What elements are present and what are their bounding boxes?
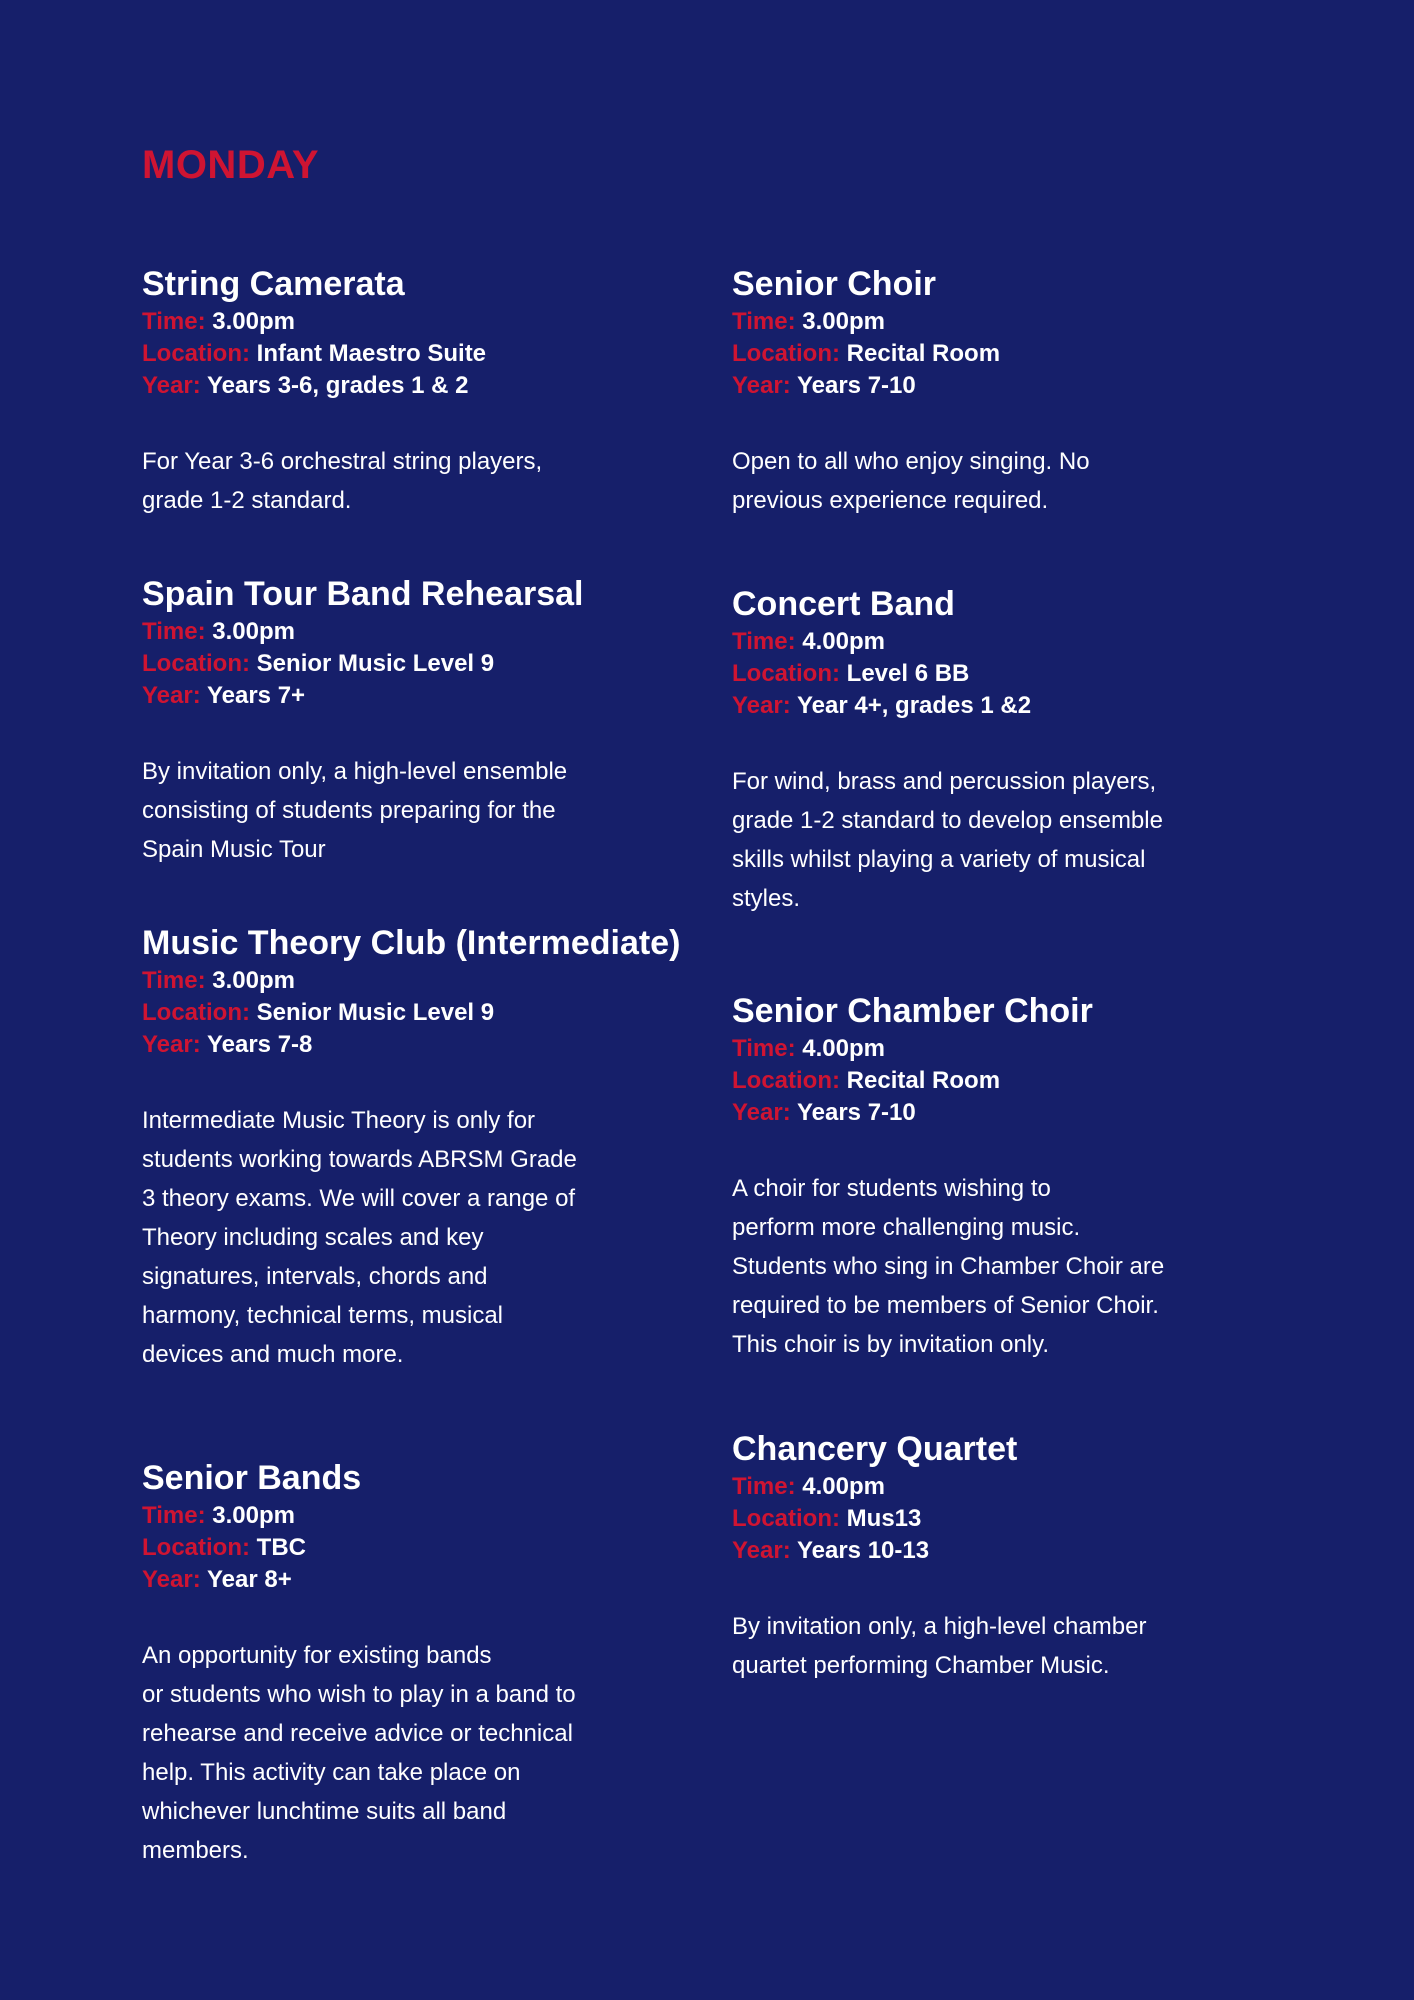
year-value: Years 7+ — [206, 682, 306, 709]
time-label: Time: — [732, 308, 796, 335]
year-label: Year: — [142, 372, 201, 399]
location-label: Location: — [732, 340, 840, 367]
time-value: 3.00pm — [212, 1502, 295, 1529]
year-line — [142, 680, 702, 712]
time-value: 4.00pm — [802, 1035, 885, 1062]
activity-description — [142, 1101, 702, 1374]
location-line — [142, 997, 702, 1029]
year-line — [732, 1097, 1252, 1129]
time-line — [142, 1500, 702, 1532]
year-line — [732, 690, 1252, 722]
activity-title: Senior Choir — [732, 265, 937, 303]
time-line — [732, 1033, 1252, 1065]
location-label: Location: — [142, 340, 250, 367]
year-line — [142, 1564, 702, 1596]
location-value: Recital Room — [846, 1067, 1001, 1094]
time-value: 4.00pm — [802, 628, 885, 655]
description-line: Open to all who enjoy singing. No — [732, 448, 1090, 475]
year-label: Year: — [732, 1537, 791, 1564]
year-value: Years 7-10 — [796, 1099, 916, 1126]
description-line: rehearse and receive advice or technical — [142, 1720, 573, 1747]
year-value: Years 3-6, grades 1 & 2 — [206, 372, 469, 399]
location-line — [142, 338, 702, 370]
description-line: consisting of students preparing for the — [142, 797, 556, 824]
location-line — [732, 1503, 1252, 1535]
activity-senior-bands — [142, 1456, 702, 1870]
description-line: By invitation only, a high-level ensemble — [142, 758, 568, 785]
time-value: 4.00pm — [802, 1473, 885, 1500]
description-line: devices and much more. — [142, 1341, 404, 1368]
location-line — [732, 658, 1252, 690]
description-line: grade 1-2 standard. — [142, 487, 352, 514]
page-title: MONDAY — [142, 143, 320, 187]
activity-title: Senior Bands — [142, 1459, 362, 1497]
year-label: Year: — [142, 1031, 201, 1058]
year-value: Year 8+ — [206, 1566, 292, 1593]
location-line — [142, 1532, 702, 1564]
location-label: Location: — [732, 1067, 840, 1094]
year-line — [142, 1029, 702, 1061]
activity-spain-tour-band-rehearsal — [142, 572, 702, 869]
activity-description — [142, 752, 702, 869]
description-line: For Year 3-6 orchestral string players, — [142, 448, 543, 475]
activity-title: Concert Band — [732, 585, 955, 623]
location-value: Level 6 BB — [846, 660, 970, 687]
activity-description — [732, 1169, 1252, 1364]
description-line: A choir for students wishing to — [732, 1175, 1051, 1202]
location-value: Recital Room — [846, 340, 1001, 367]
time-value: 3.00pm — [802, 308, 885, 335]
description-line: Theory including scales and key — [142, 1224, 484, 1251]
description-line: Intermediate Music Theory is only for — [142, 1107, 536, 1134]
time-label: Time: — [142, 618, 206, 645]
activity-title: Music Theory Club (Intermediate) — [142, 924, 681, 962]
description-line: Spain Music Tour — [142, 836, 326, 863]
description-line: This choir is by invitation only. — [732, 1331, 1050, 1358]
activity-description — [732, 442, 1252, 520]
time-label: Time: — [142, 308, 206, 335]
location-label: Location: — [142, 1534, 250, 1561]
activity-title: Chancery Quartet — [732, 1430, 1018, 1468]
time-line — [732, 306, 1252, 338]
location-line — [142, 648, 702, 680]
location-label: Location: — [142, 650, 250, 677]
year-label: Year: — [732, 1099, 791, 1126]
description-line: harmony, technical terms, musical — [142, 1302, 504, 1329]
time-line — [142, 965, 702, 997]
time-line — [142, 616, 702, 648]
activity-title: Spain Tour Band Rehearsal — [142, 575, 584, 613]
description-line: Students who sing in Chamber Choir are — [732, 1253, 1165, 1280]
activity-description — [732, 1607, 1252, 1685]
activity-senior-chamber-choir — [732, 989, 1252, 1364]
description-line: or students who wish to play in a band to — [142, 1681, 576, 1708]
description-line: quartet performing Chamber Music. — [732, 1652, 1110, 1679]
time-label: Time: — [732, 1035, 796, 1062]
year-label: Year: — [732, 372, 791, 399]
description-line: help. This activity can take place on — [142, 1759, 521, 1786]
description-line: 3 theory exams. We will cover a range of — [142, 1185, 576, 1212]
activity-description — [732, 762, 1252, 918]
year-line — [732, 1535, 1252, 1567]
year-value: Years 7-10 — [796, 372, 916, 399]
activity-string-camerata — [142, 262, 702, 520]
activity-description — [142, 1636, 702, 1870]
description-line: previous experience required. — [732, 487, 1049, 514]
activity-senior-choir — [732, 262, 1252, 520]
time-value: 3.00pm — [212, 967, 295, 994]
location-value: Senior Music Level 9 — [256, 650, 495, 677]
time-label: Time: — [732, 628, 796, 655]
description-line: An opportunity for existing bands — [142, 1642, 492, 1669]
location-value: Senior Music Level 9 — [256, 999, 495, 1026]
location-line — [732, 1065, 1252, 1097]
location-label: Location: — [732, 660, 840, 687]
location-label: Location: — [732, 1505, 840, 1532]
year-label: Year: — [732, 692, 791, 719]
time-line — [142, 306, 702, 338]
activity-title: Senior Chamber Choir — [732, 992, 1093, 1030]
location-line — [732, 338, 1252, 370]
description-line: styles. — [732, 885, 801, 912]
location-value: Mus13 — [846, 1505, 922, 1532]
year-line — [142, 370, 702, 402]
activity-music-theory-club-intermediate — [142, 921, 702, 1374]
description-line: signatures, intervals, chords and — [142, 1263, 488, 1290]
year-value: Years 10-13 — [796, 1537, 930, 1564]
description-line: perform more challenging music. — [732, 1214, 1081, 1241]
year-label: Year: — [142, 682, 201, 709]
time-value: 3.00pm — [212, 308, 295, 335]
year-value: Year 4+, grades 1 &2 — [796, 692, 1032, 719]
description-line: For wind, brass and percussion players, — [732, 768, 1157, 795]
time-label: Time: — [142, 967, 206, 994]
time-label: Time: — [142, 1502, 206, 1529]
year-label: Year: — [142, 1566, 201, 1593]
activity-concert-band — [732, 582, 1252, 918]
description-line: By invitation only, a high-level chamber — [732, 1613, 1147, 1640]
time-label: Time: — [732, 1473, 796, 1500]
location-value: TBC — [256, 1534, 306, 1561]
description-line: required to be members of Senior Choir. — [732, 1292, 1159, 1319]
description-line: students working towards ABRSM Grade — [142, 1146, 577, 1173]
time-line — [732, 1471, 1252, 1503]
location-label: Location: — [142, 999, 250, 1026]
description-line: grade 1-2 standard to develop ensemble — [732, 807, 1163, 834]
description-line: members. — [142, 1837, 249, 1864]
year-value: Years 7-8 — [206, 1031, 313, 1058]
time-value: 3.00pm — [212, 618, 295, 645]
activity-title: String Camerata — [142, 265, 405, 303]
description-line: skills whilst playing a variety of musical — [732, 846, 1146, 873]
location-value: Infant Maestro Suite — [256, 340, 487, 367]
year-line — [732, 370, 1252, 402]
time-line — [732, 626, 1252, 658]
activity-chancery-quartet — [732, 1427, 1252, 1685]
activity-description — [142, 442, 702, 520]
description-line: whichever lunchtime suits all band — [142, 1798, 507, 1825]
